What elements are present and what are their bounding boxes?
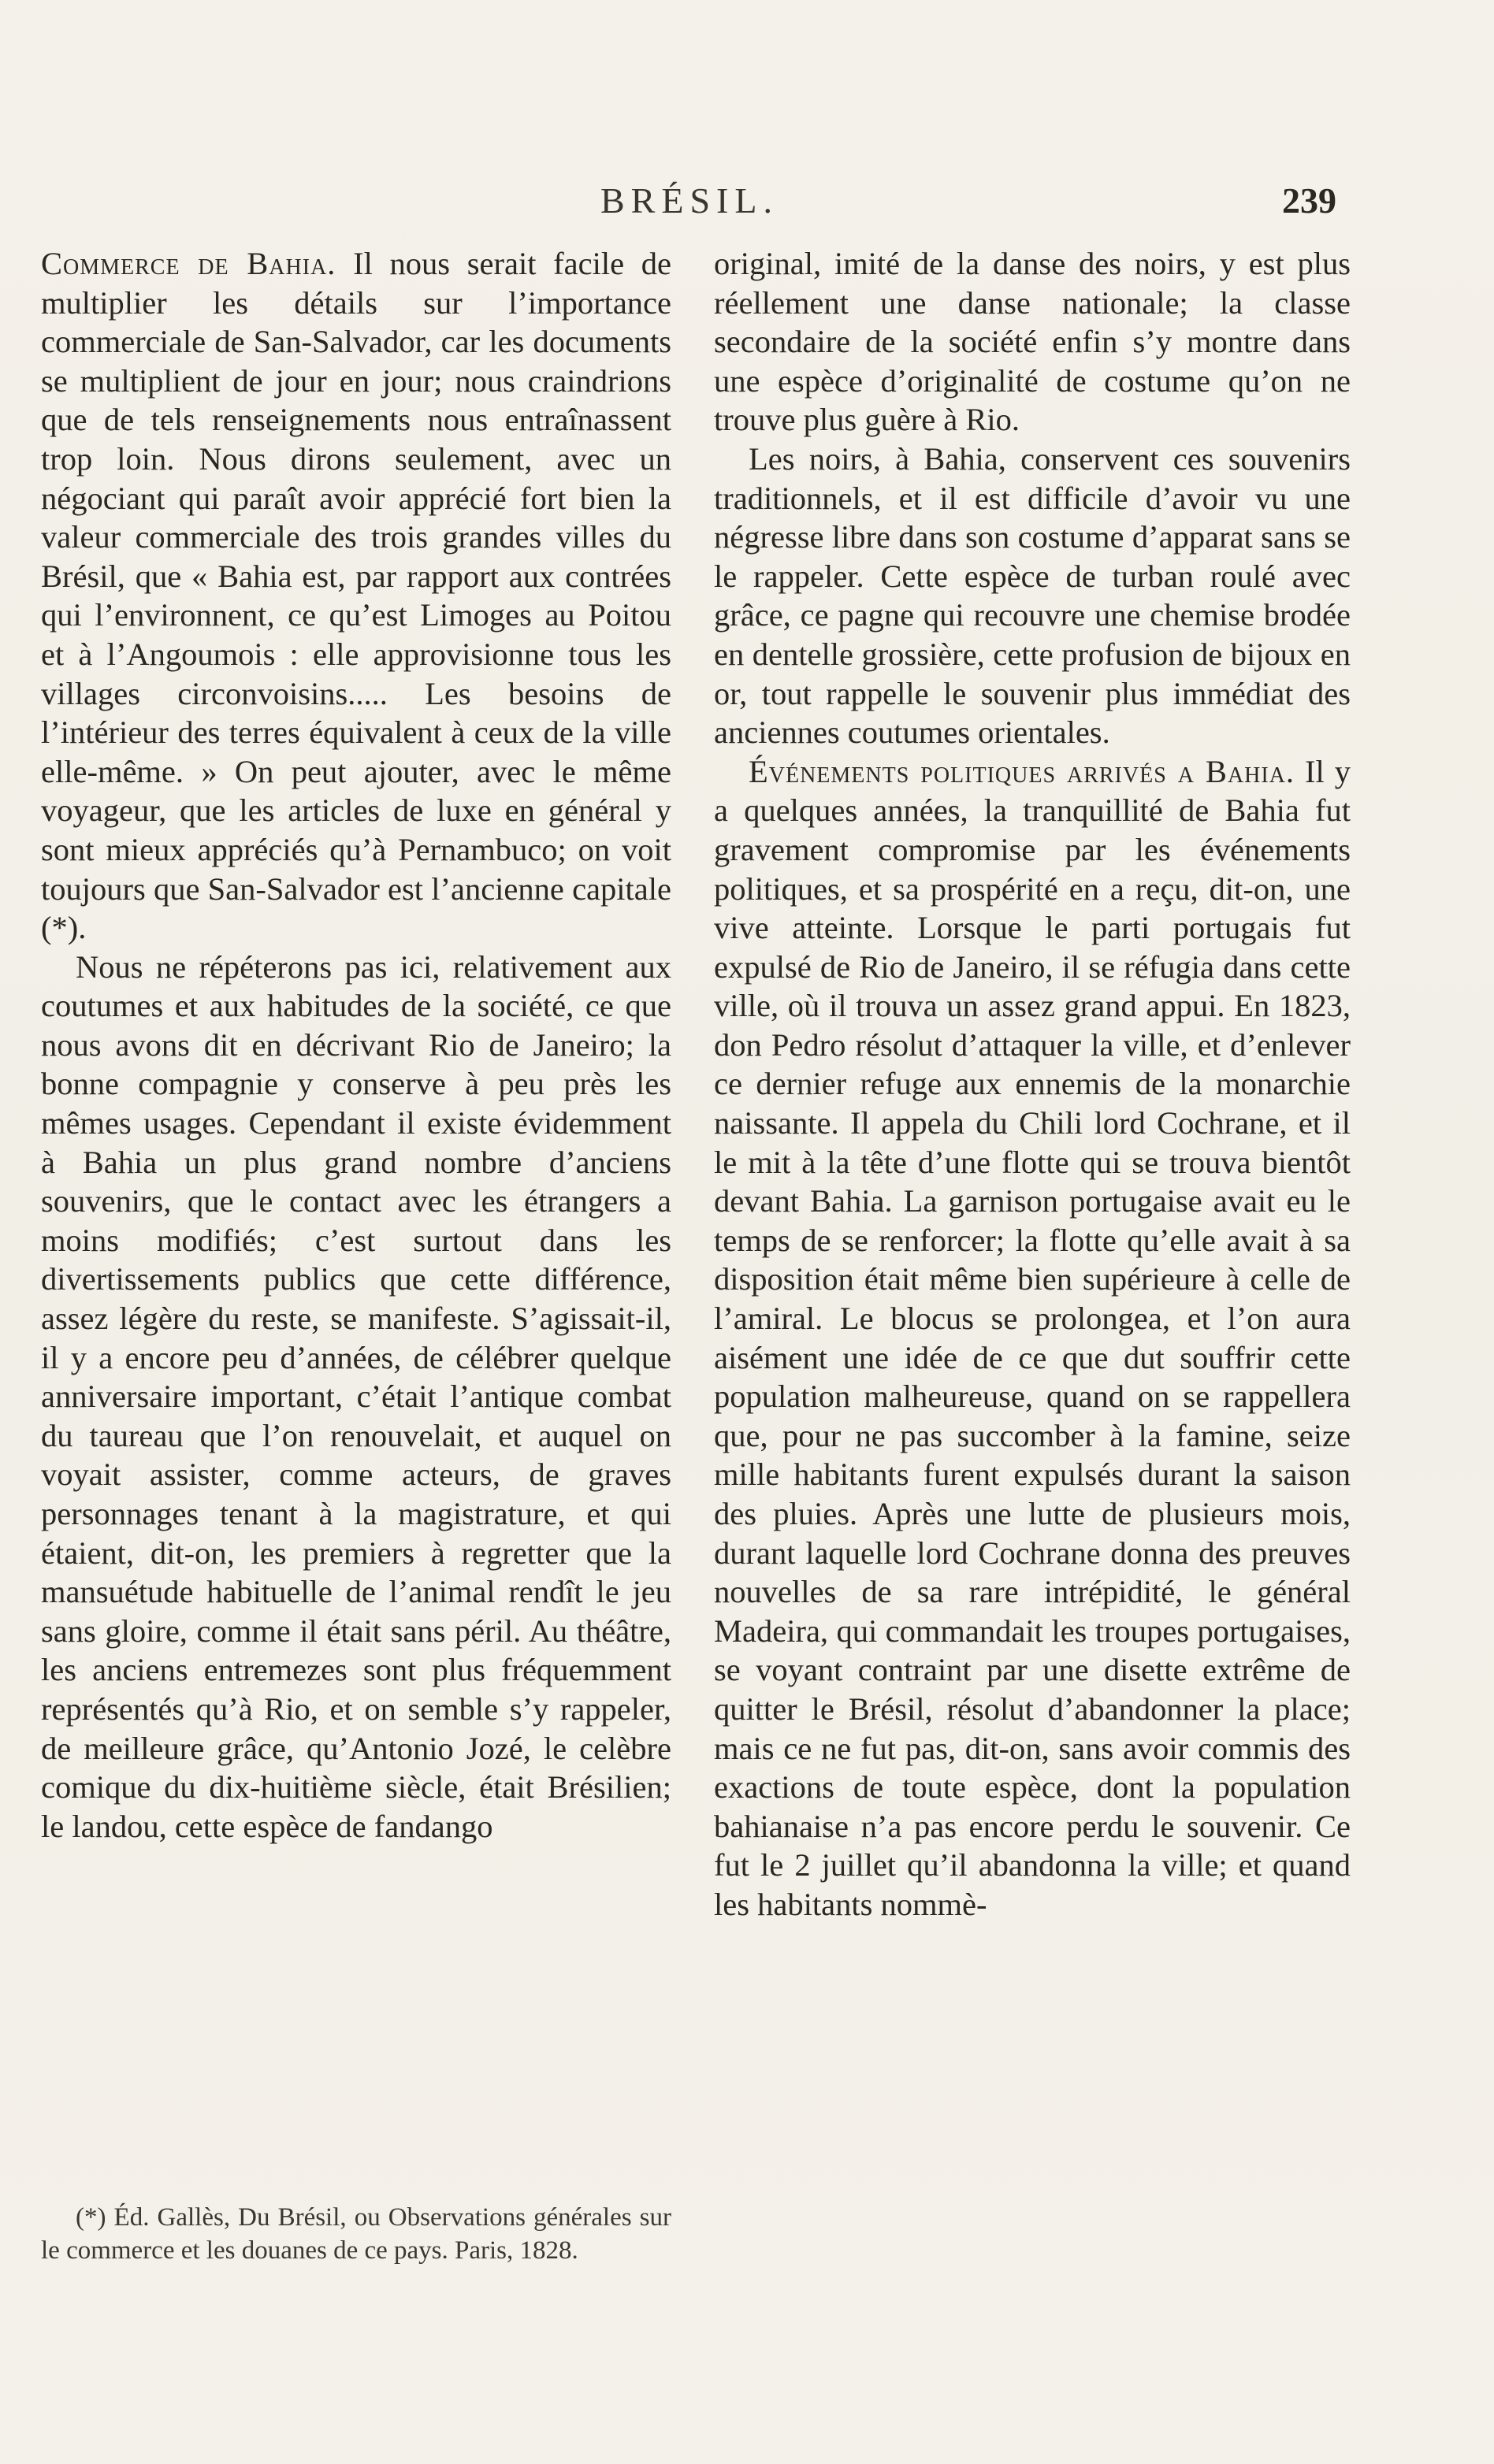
running-head: BRÉSIL. bbox=[600, 180, 779, 221]
paragraph-evenements bbox=[714, 752, 1351, 1924]
page-number: 239 bbox=[1282, 180, 1336, 221]
footnote-text: (*) Éd. Gallès, Du Brésil, ou Observations générales sur le commerce et les douanes de ce pays. Paris, 1828. bbox=[41, 2203, 671, 2265]
paragraph-text: Il y a quelques années, la tranquillité de Bahia fut gravement compromise par les événements politiques, et sa prospérité en a reçu, dit-on, une vive atteinte. Lorsque le parti portugais fut expulsé de Rio de Janeiro, il se réfugia dans cette ville, où il trouva un assez grand appui. En 1823, don Pedro résolut d’attaquer la ville, et d’enlever ce dernier refuge aux ennemis de la monarchie naissante. Il appela du Chili lord Cochrane, et il le mit à la tête d’une flotte qui se trouva bientôt devant Bahia. La garnison portugaise avait eu le temps de se renforcer; la flotte qu’elle avait à sa disposition était même bien supérieure à celle de l’amiral. Le blocus se prolongea, et l’on aura aisément une idée de ce que dut souffrir cette population malheureuse, quand on se rappellera que, pour ne pas succomber à la famine, seize mille habitants furent expulsés durant la saison des pluies. Après une lutte de plusieurs mois, durant laquelle lord Cochrane donna des preuves nouvelles de sa rare intrépidité, le général Madeira, qui commandait les troupes portugaises, se voyant contraint par une disette extrême de quitter le Brésil, résolut d’abandonner la place; mais ce ne fut pas, dit-on, sans avoir commis des exactions de toute espèce, dont la population bahianaise n’a pas encore perdu le souvenir. Ce fut le 2 juillet qu’il abandonna la ville; et quand les habitants nommè- bbox=[714, 753, 1351, 1922]
section-heading-commerce: Commerce de Bahia. bbox=[41, 246, 336, 281]
footnote bbox=[41, 2201, 671, 2267]
paragraph-continuation: original, imité de la danse des noirs, y est plus réellement une danse nationale; la classe secondaire de la société enfin s’y montre dans une espèce d’originalité de costume qu’on ne trouve plus guère à Rio. bbox=[714, 246, 1351, 438]
right-column bbox=[714, 244, 1351, 1924]
left-column bbox=[41, 244, 671, 1846]
paragraph-coutumes: Nous ne répéterons pas ici, relativement aux coutumes et aux habitudes de la société, ce que nous avons dit en décrivant Rio de Janeiro; la bonne compagnie y conserve à peu près les mêmes usages. Cependant il existe évidemment à Bahia un plus grand nombre d’anciens souvenirs, que le contact avec les étrangers a moins modifiés; c’est surtout dans les divertissements publics que cette différence, assez légère du reste, se manifeste. S’agissait-il, il y a encore peu d’années, de célébrer quelque anniversaire important, c’était l’antique combat du taureau que l’on renouvelait, et auquel on voyait assister, comme acteurs, de graves personnages tenant à la magistrature, et qui étaient, dit-on, les premiers à regretter que la mansuétude habituelle de l’animal rendît le jeu sans gloire, comme il était sans péril. Au théâtre, les anciens entremezes sont plus fréquemment représentés qu’à Rio, et on semble s’y rappeler, de meilleure grâce, qu’Antonio Jozé, le celèbre comique du dix-huitième siècle, était Brésilien; le landou, cette espèce de fandango bbox=[41, 948, 671, 1844]
section-heading-evenements: Événements politiques arrivés a Bahia. bbox=[749, 753, 1295, 789]
paragraph-noirs: Les noirs, à Bahia, conservent ces souvenirs traditionnels, et il est difficile d’avoir vu une négresse libre dans son costume d’apparat sans se le rappeler. Cette espèce de turban roulé avec grâce, ce pagne qui recouvre une chemise brodée en dentelle grossière, cette profusion de bijoux en or, tout rappelle le souvenir plus immédiat des anciennes coutumes orientales. bbox=[714, 440, 1351, 751]
paragraph-commerce-bahia bbox=[41, 244, 671, 948]
paragraph-text: Il nous serait facile de multiplier les détails sur l’importance commerciale de San-Salvador, car les documents se multiplient de jour en jour; nous craindrions que de tels renseignements nous entraînassent trop loin. Nous dirons seulement, avec un négociant qui paraît avoir apprécié fort bien la valeur commerciale des trois grandes villes du Brésil, que « Bahia est, par rapport aux contrées qui l’environnent, ce qu’est Limoges au Poitou et à l’Angoumois : elle approvisionne tous les villages circonvoisins..... Les besoins de l’intérieur des terres équivalent à ceux de la ville elle-même. » On peut ajouter, avec le même voyageur, que les articles de luxe en général y sont mieux appréciés qu’à Pernambuco; on voit toujours que San-Salvador est l’ancienne capitale (*). bbox=[41, 246, 671, 946]
